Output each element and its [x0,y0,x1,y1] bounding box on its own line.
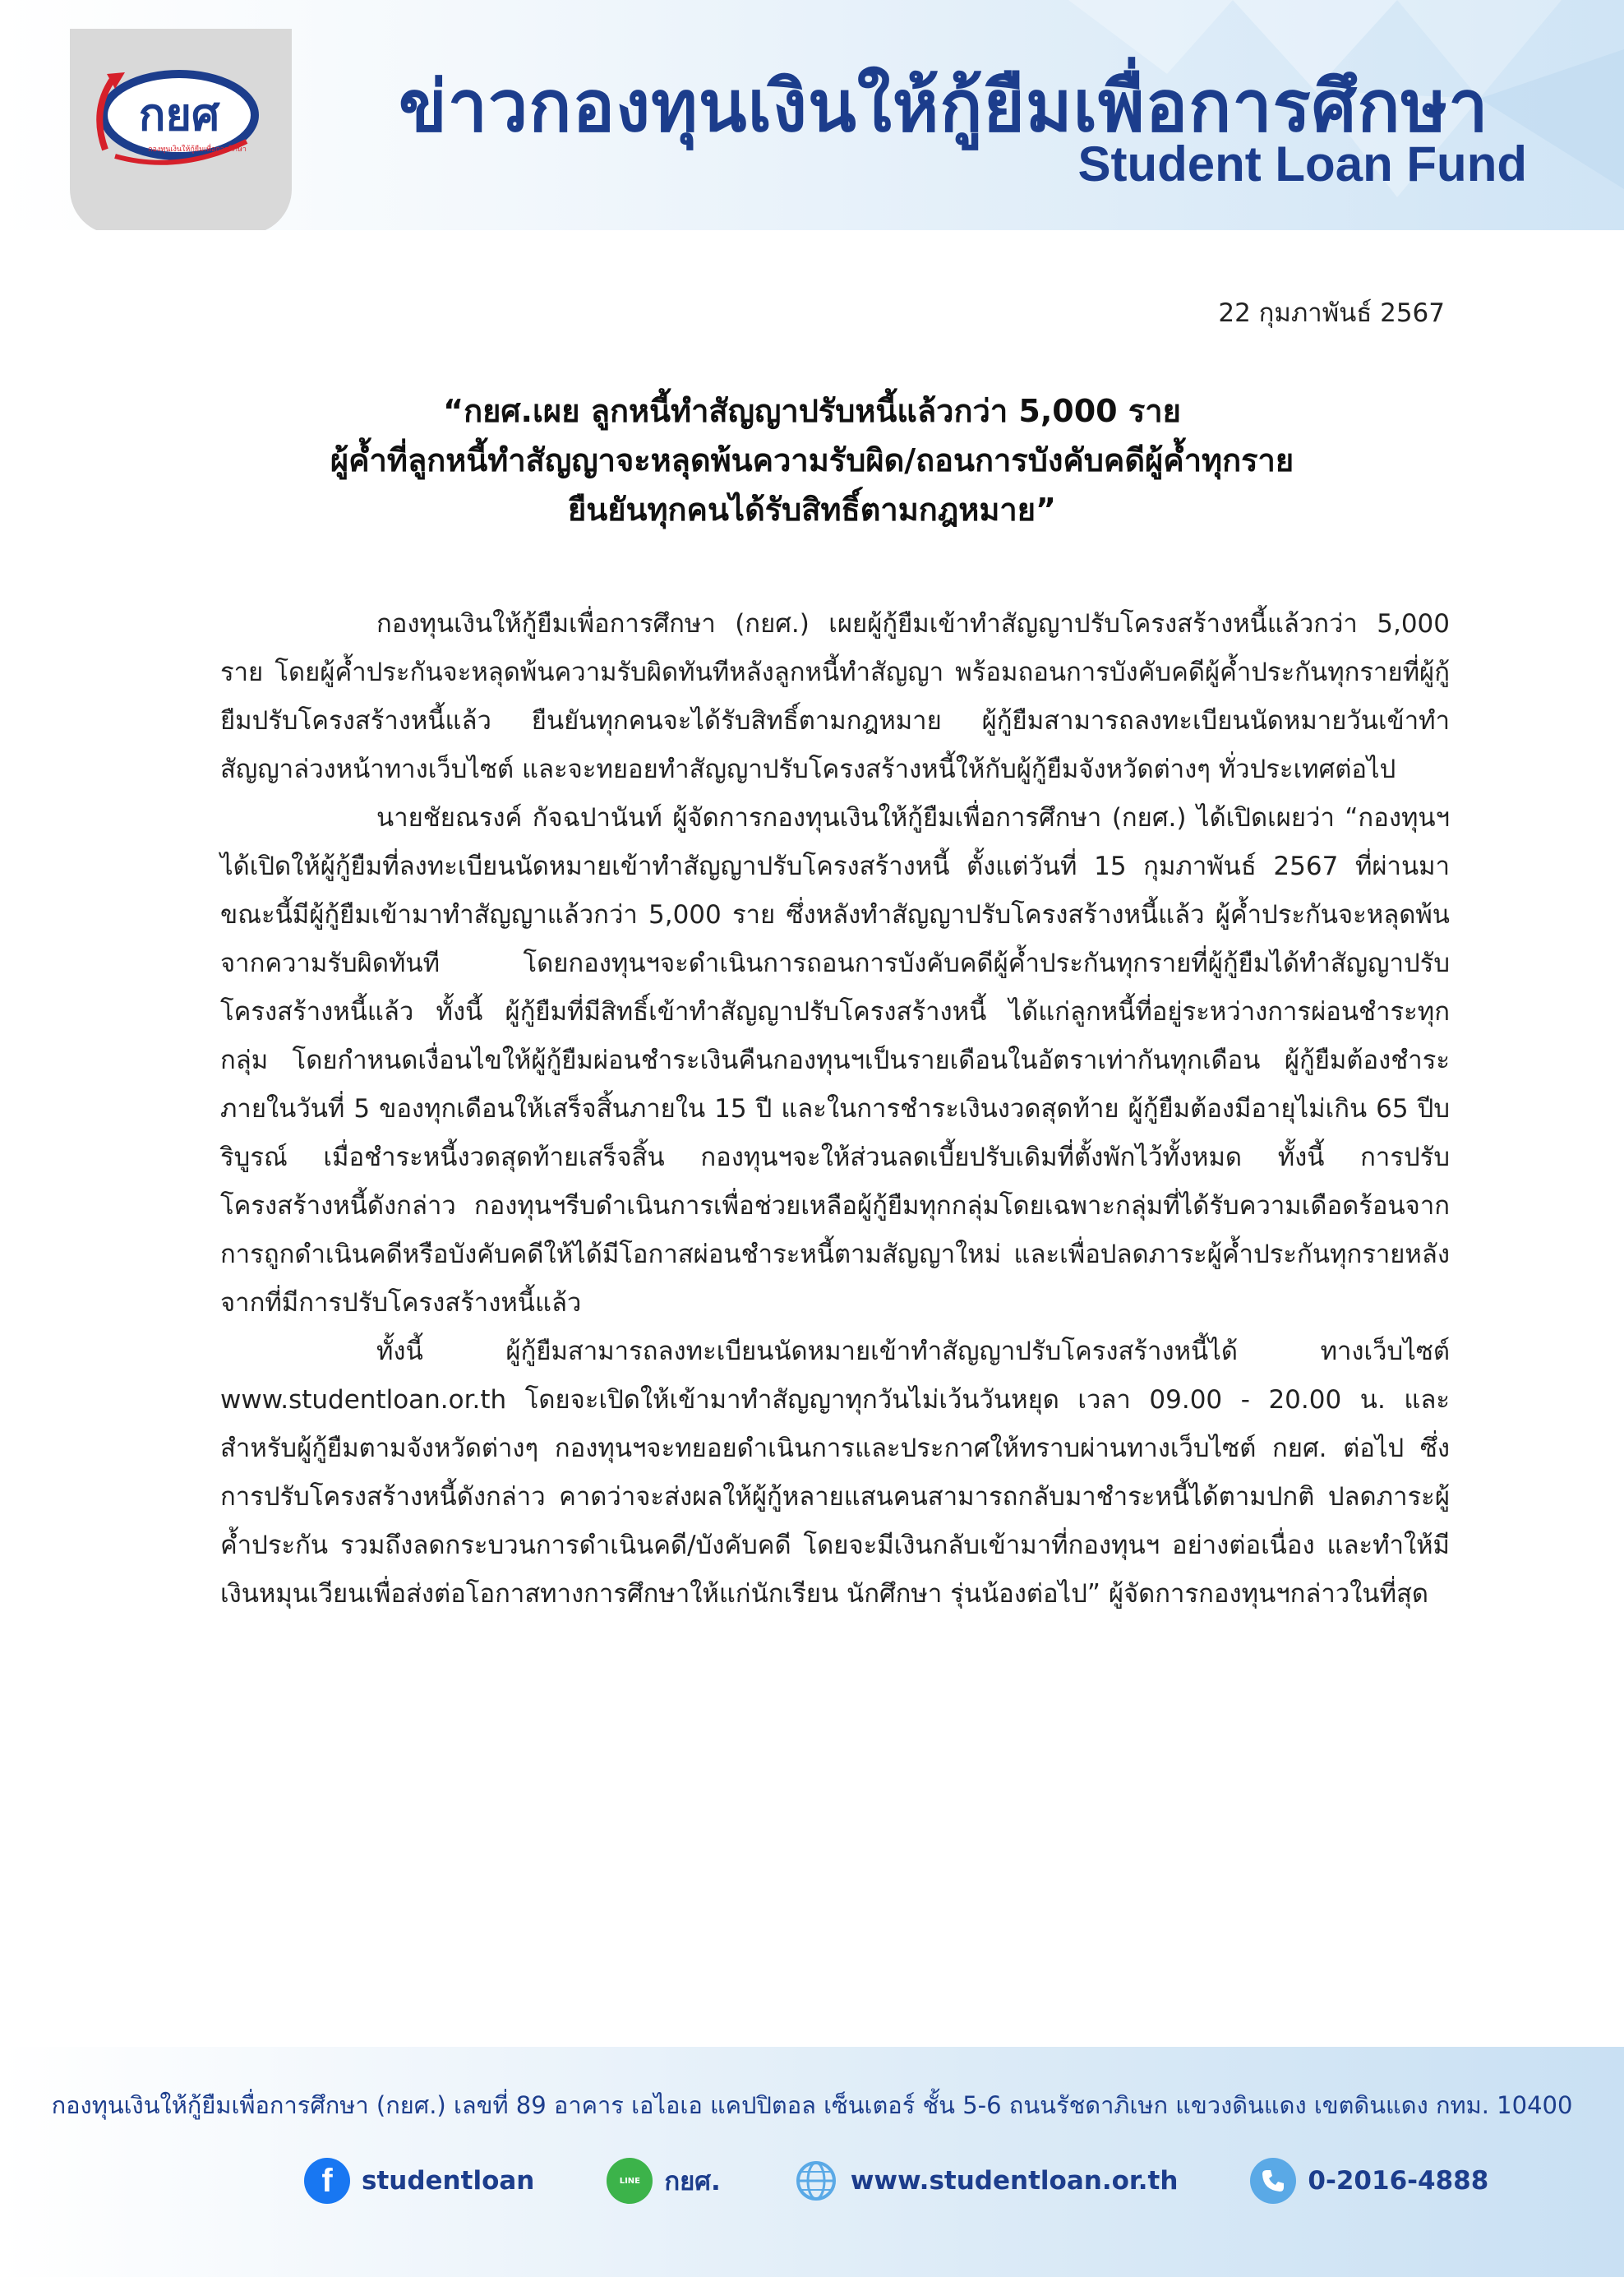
line-label: กยศ. [664,2167,721,2196]
headline [0,386,1624,534]
header-title-english: Student Loan Fund [1077,136,1527,192]
document-date: 22 กุมภาพันธ์ 2567 [1218,298,1445,328]
paragraph-2: นายชัยณรงค์ กัจฉปานันท์ ผู้จัดการกองทุนเงินให้กู้ยืมเพื่อการศึกษา (กยศ.) ได้เปิดเผยว่า “กองทุนฯได้เปิดให้ผู้กู้ยืมที่ลงทะเบียนนัดหมายเข้าทำสัญญาปรับโครงสร้างหนี้ ตั้งแต่วันที่ 15 กุมภาพันธ์ 2567 ที่ผ่านมา ขณะนี้มีผู้กู้ยืมเข้ามาทำสัญญาแล้วกว่า 5,000 ราย ซึ่งหลังทำสัญญาปรับโครงสร้างหนี้แล้ว ผู้ค้ำประกันจะหลุดพ้นจากความรับผิดทันที โดยกองทุนฯจะดำเนินการถอนการบังคับคดีผู้ค้ำประกันทุกรายที่ผู้กู้ยืมได้ทำสัญญาปรับโครงสร้างหนี้แล้ว ทั้งนี้ ผู้กู้ยืมที่มีสิทธิ์เข้าทำสัญญาปรับโครงสร้างหนี้ ได้แก่ลูกหนี้ที่อยู่ระหว่างการผ่อนชำระทุกกลุ่ม โดยกำหนดเงื่อนไขให้ผู้กู้ยืมผ่อนชำระเงินคืนกองทุนฯเป็นรายเดือนในอัตราเท่ากันทุกเดือน ผู้กู้ยืมต้องชำระภายในวันที่ 5 ของทุกเดือนให้เสร็จสิ้นภายใน 15 ปี และในการชำระเงินงวดสุดท้าย ผู้กู้ยืมต้องมีอายุไม่เกิน 65 ปีบริบูรณ์ เมื่อชำระหนี้งวดสุดท้ายเสร็จสิ้น กองทุนฯจะให้ส่วนลดเบี้ยปรับเดิมที่ตั้งพักไว้ทั้งหมด ทั้งนี้ การปรับโครงสร้างหนี้ดังกล่าว กองทุนฯรีบดำเนินการเพื่อช่วยเหลือผู้กู้ยืมทุกกลุ่มโดยเฉพาะกลุ่มที่ได้รับความเดือดร้อนจากการถูกดำเนินคดีหรือบังคับคดีให้ได้มีโอกาสผ่อนชำระหนี้ตามสัญญาใหม่ และเพื่อปลดภาระผู้ค้ำประกันทุกรายหลังจากที่มีการปรับโครงสร้างหนี้แล้ว [220,803,1450,1318]
phone-icon [1250,2158,1296,2204]
paragraph-3: ทั้งนี้ ผู้กู้ยืมสามารถลงทะเบียนนัดหมายเข้าทำสัญญาปรับโครงสร้างหนี้ได้ ทางเว็บไซต์ www.studentloan.or.th โดยจะเปิดให้เข้ามาทำสัญญาทุกวันไม่เว้นวันหยุด เวลา 09.00 - 20.00 น. และสำหรับผู้กู้ยืมตามจังหวัดต่างๆ กองทุนฯจะทยอยดำเนินการและประกาศให้ทราบผ่านทางเว็บไซต์ กยศ. ต่อไป ซึ่งการปรับโครงสร้างหนี้ดังกล่าว คาดว่าจะส่งผลให้ผู้กู้หลายแสนคนสามารถกลับมาชำระหนี้ได้ตามปกติ ปลดภาระผู้ค้ำประกัน รวมถึงลดกระบวนการดำเนินคดี/บังคับคดี โดยจะมีเงินกลับเข้ามาที่กองทุนฯ อย่างต่อเนื่อง และทำให้มีเงินหมุนเวียนเพื่อส่งต่อโอกาสทางการศึกษาให้แก่นักเรียน นักศึกษา รุ่นน้องต่อไป” ผู้จัดการกองทุนฯกล่าวในที่สุด [220,1337,1450,1609]
website-label: www.studentloan.or.th [850,2166,1179,2196]
footer-banner [0,2047,1624,2277]
facebook-icon: f [304,2158,350,2204]
footer-address: กองทุนเงินให้กู้ยืมเพื่อการศึกษา (กยศ.) เลขที่ 89 อาคาร เอไอเอ แคปปิตอล เซ็นเตอร์ ชั้น 5-6 ถนนรัชดาภิเษก แขวงดินแดง เขตดินแดง กทม. 10400 [51,2091,1573,2119]
contact-facebook[interactable] [304,2158,534,2204]
globe-icon [793,2158,839,2204]
logo-subtext: กองทุนเงินให้กู้ยืมเพื่อการศึกษา [148,145,247,154]
headline-line-3: ยืนยันทุกคนได้รับสิทธิ์ตามกฎหมาย” [568,492,1056,528]
header-banner [0,0,1624,230]
student-loan-fund-logo-icon [82,59,267,174]
header-title-thai: ข่าวกองทุนเงินให้กู้ยืมเพื่อการศึกษา [399,66,1489,148]
phone-label: 0-2016-4888 [1308,2166,1489,2196]
headline-line-2: ผู้ค้ำที่ลูกหนี้ทำสัญญาจะหลุดพ้นความรับผิด/ถอนการบังคับคดีผู้ค้ำทุกราย [330,442,1294,478]
article-body [220,600,1450,1619]
paragraph-1: กองทุนเงินให้กู้ยืมเพื่อการศึกษา (กยศ.) เผยผู้กู้ยืมเข้าทำสัญญาปรับโครงสร้างหนี้แล้วกว่า 5,000 ราย โดยผู้ค้ำประกันจะหลุดพ้นความรับผิดทันทีหลังลูกหนี้ทำสัญญา พร้อมถอนการบังคับคดีผู้ค้ำประกันทุกรายที่ผู้กู้ยืมปรับโครงสร้างหนี้แล้ว ยืนยันทุกคนจะได้รับสิทธิ์ตามกฎหมาย ผู้กู้ยืมสามารถลงทะเบียนนัดหมายวันเข้าทำสัญญาล่วงหน้าทางเว็บไซต์ และจะทยอยทำสัญญาปรับโครงสร้างหนี้ให้กับผู้กู้ยืมจังหวัดต่างๆ ทั่วประเทศต่อไป [220,609,1450,784]
line-icon: LINE [607,2158,653,2204]
headline-line-1: “กยศ.เผย ลูกหนี้ทำสัญญาปรับหนี้แล้วกว่า 5,000 ราย [443,393,1181,429]
contact-line[interactable] [607,2158,720,2204]
footer-contacts [304,2152,1561,2210]
facebook-label: studentloan [362,2166,535,2196]
contact-phone[interactable] [1250,2158,1488,2204]
logo-text: กยศ [138,89,220,141]
contact-website[interactable] [793,2158,1179,2204]
